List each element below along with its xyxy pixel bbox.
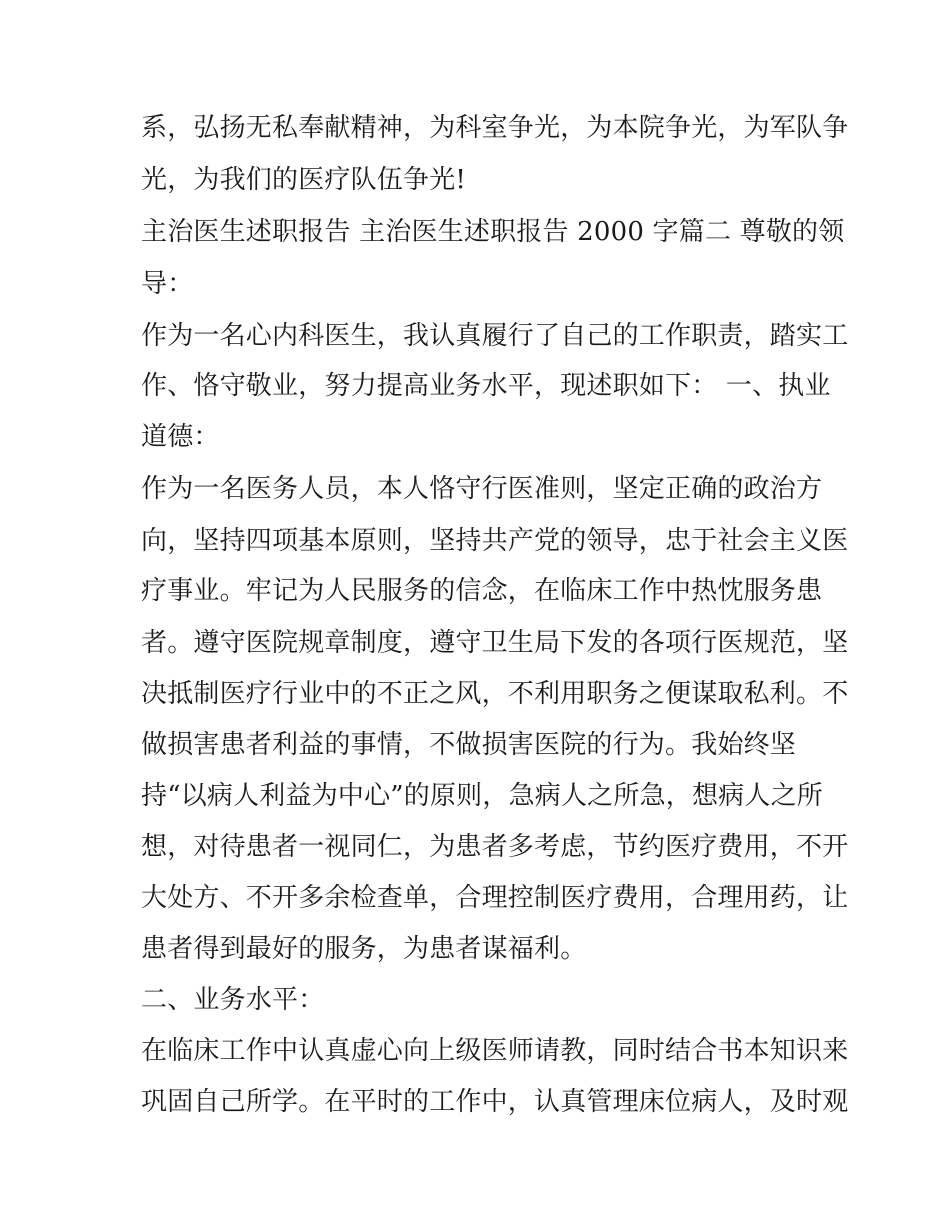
text-line: 在临床工作中认真虚心向上级医师请教，同时结合书本知识来 bbox=[141, 1036, 849, 1066]
text-line: 作为一名医务人员，本人恪守行医准则，坚定正确的政治方 bbox=[141, 474, 823, 504]
text-line: 持“以病人利益为中心”的原则，急病人之所急，想病人之所 bbox=[141, 781, 823, 811]
text-line: 系，弘扬无私奉献精神，为科室争光，为本院争光，为军队争 bbox=[141, 113, 849, 143]
text-line: 作为一名心内科医生，我认真履行了自己的工作职责，踏实工 bbox=[141, 321, 849, 351]
text-line: 决抵制医疗行业中的不正之风，不利用职务之便谋取私利。不 bbox=[141, 679, 849, 709]
text-line: 患者得到最好的服务，为患者谋福利。 bbox=[141, 934, 587, 964]
text-line: 导： bbox=[141, 269, 194, 299]
text-line: 大处方、不开多余检查单，合理控制医疗费用，合理用药，让 bbox=[141, 883, 849, 913]
text-line: 疗事业。牢记为人民服务的信念，在临床工作中热忱服务患 bbox=[141, 576, 823, 606]
text-line: 作、恪守敬业，努力提高业务水平，现述职如下： 一、执业 bbox=[141, 371, 831, 401]
text-line: 巩固自己所学。在平时的工作中，认真管理床位病人，及时观 bbox=[141, 1087, 849, 1117]
text-line: 主治医生述职报告 主治医生述职报告 2000 字篇二 尊敬的领 bbox=[141, 217, 845, 247]
text-line: 光，为我们的医疗队伍争光! bbox=[141, 165, 467, 195]
text-line: 做损害患者利益的事情，不做损害医院的行为。我始终坚 bbox=[141, 730, 797, 760]
text-line: 者。遵守医院规章制度，遵守卫生局下发的各项行医规范，坚 bbox=[141, 628, 849, 658]
text-line: 道德： bbox=[141, 422, 220, 452]
text-line: 向，坚持四项基本原则，坚持共产党的领导，忠于社会主义医 bbox=[141, 526, 849, 556]
section-heading: 二、业务水平： bbox=[141, 985, 325, 1015]
text-line: 想，对待患者一视同仁，为患者多考虑，节约医疗费用，不开 bbox=[141, 832, 849, 862]
